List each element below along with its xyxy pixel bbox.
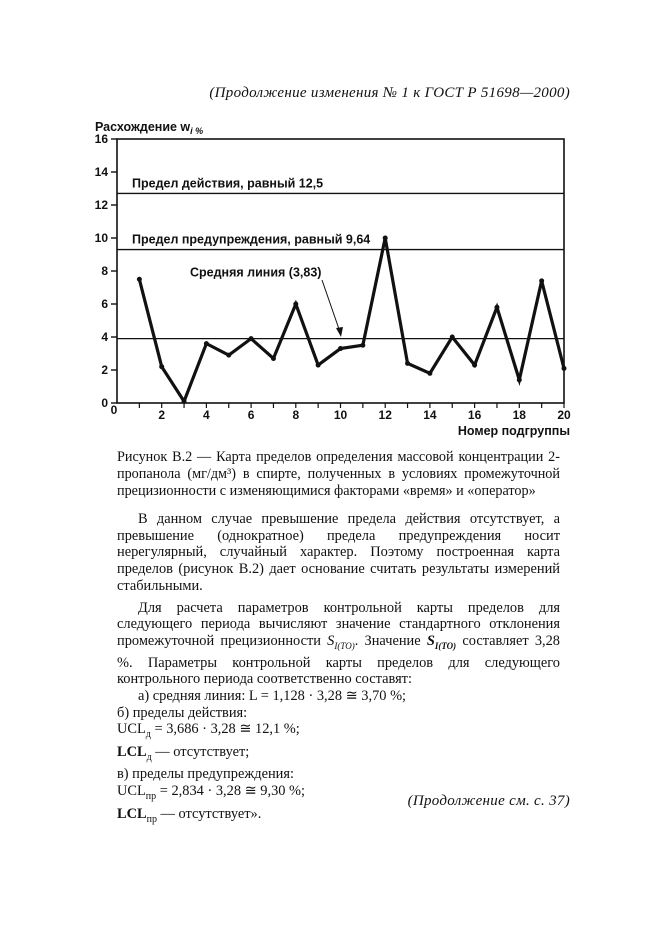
- x-tick-label: 14: [423, 408, 437, 422]
- paragraph-1: В данном случае превышение предела действия отсутствует, а превышение (однократное) предела предупреждения носит нерегулярный, случайный характер. Поэтому построенная карта пределов (рисунок В.2) дает основание считать результаты измерений стабильными.: [117, 511, 560, 594]
- data-point: [271, 356, 276, 361]
- item-b: б) пределы действия:: [117, 704, 248, 721]
- x-tick-label: 18: [512, 408, 526, 422]
- x-tick-label: 2: [158, 408, 166, 422]
- data-point: [159, 364, 164, 369]
- data-point: [472, 363, 477, 368]
- data-point: [562, 366, 567, 371]
- x-tick-label: 8: [292, 408, 300, 422]
- data-point: [137, 277, 142, 282]
- data-point: [293, 302, 298, 307]
- y-tick-label: 0: [101, 396, 108, 410]
- body-text: [117, 511, 560, 828]
- item-a: а) средняя линия: L = 1,128 · 3,28 ≅ 3,70 %;: [138, 687, 407, 704]
- x-tick-label: 10: [333, 408, 348, 422]
- y-tick-label: 10: [94, 231, 108, 245]
- mean-label-arrow: [322, 280, 340, 332]
- data-point: [338, 346, 343, 351]
- y-axis-label: Расхождение $w_{i \%}$: [95, 120, 204, 136]
- continuation-note: (Продолжение см. с. 37): [407, 793, 570, 809]
- x-tick-label: 4: [203, 408, 210, 422]
- series-line: [139, 238, 564, 401]
- figure-caption: Рисунок В.2 — Карта пределов определения массовой концентрации 2-пропанола (мг/дм³) в спирте, полученных в условиях промежуточной прецизионности с изменяющимися факторами «время» и «оператор»: [117, 449, 560, 499]
- y-tick-label: 6: [101, 297, 108, 311]
- control-chart: [0, 0, 661, 440]
- lcl-action: $LCL_д$ — отсутствует;: [117, 743, 250, 763]
- ucl-warning: $UCL_{пр} = 2,834 \cdot 3,28$ ≅ 9,30 %;: [117, 783, 306, 803]
- symbol-s-bold: $S_{I(TO)}$: [426, 632, 457, 651]
- data-point: [249, 336, 254, 341]
- y-tick-label: 8: [101, 264, 108, 278]
- y-axis-ticks: [95, 132, 117, 410]
- ucl-action: $UCL_д = 3,686 \cdot 3,28$ ≅ 12,1 %;: [117, 721, 300, 741]
- data-point: [204, 341, 209, 346]
- data-point: [405, 361, 410, 366]
- x-tick-label: 0: [110, 403, 118, 417]
- data-point: [226, 353, 231, 358]
- item-c: в) пределы предупреждения:: [117, 766, 295, 783]
- y-tick-label: 4: [101, 330, 108, 344]
- y-tick-label: 14: [94, 165, 108, 179]
- x-axis-label: Номер подгруппы: [457, 424, 570, 438]
- data-point: [383, 236, 388, 241]
- reference-line-label: Средняя линия (3,83): [190, 265, 322, 280]
- data-point: [427, 371, 432, 376]
- x-axis-ticks: [111, 403, 571, 422]
- lcl-warning: $LCL_{пр}$ — отсутствует».: [117, 805, 262, 825]
- x-tick-label: 6: [247, 408, 255, 422]
- data-point: [494, 305, 499, 310]
- x-tick-label: 12: [378, 408, 392, 422]
- mean-label-arrowhead: [336, 327, 343, 337]
- reference-line-label: Предел предупреждения, равный 9,64: [132, 232, 371, 247]
- symbol-s: $S_{I(TO)}$: [327, 632, 355, 651]
- x-tick-label: 20: [557, 408, 571, 422]
- running-header: (Продолжение изменения № 1 к ГОСТ Р 51698—2000): [209, 85, 570, 101]
- data-point: [360, 343, 365, 348]
- y-axis-label-sub: i %: [190, 126, 204, 136]
- data-point: [316, 363, 321, 368]
- data-point: [450, 335, 455, 340]
- data-point: [182, 399, 187, 404]
- reference-line-label: Предел действия, равный 12,5: [132, 176, 324, 191]
- x-tick-label: 16: [467, 408, 482, 422]
- y-tick-label: 2: [101, 363, 108, 377]
- data-point: [539, 278, 544, 283]
- paragraph-2: Для расчета параметров контрольной карты пределов для следующего периода вычисляют значение стандартного отклонения промежуточной прецизионности $S_{I(TO)}$. Значение $S_{I(TO)}$ составляет 3,28 %. Параметры контрольной карты пределов для следующего контрольного периода соответственно составят:: [117, 599, 560, 688]
- data-point: [517, 377, 522, 382]
- y-tick-label: 16: [94, 132, 108, 146]
- reference-lines: [117, 176, 564, 338]
- y-tick-label: 12: [94, 198, 108, 212]
